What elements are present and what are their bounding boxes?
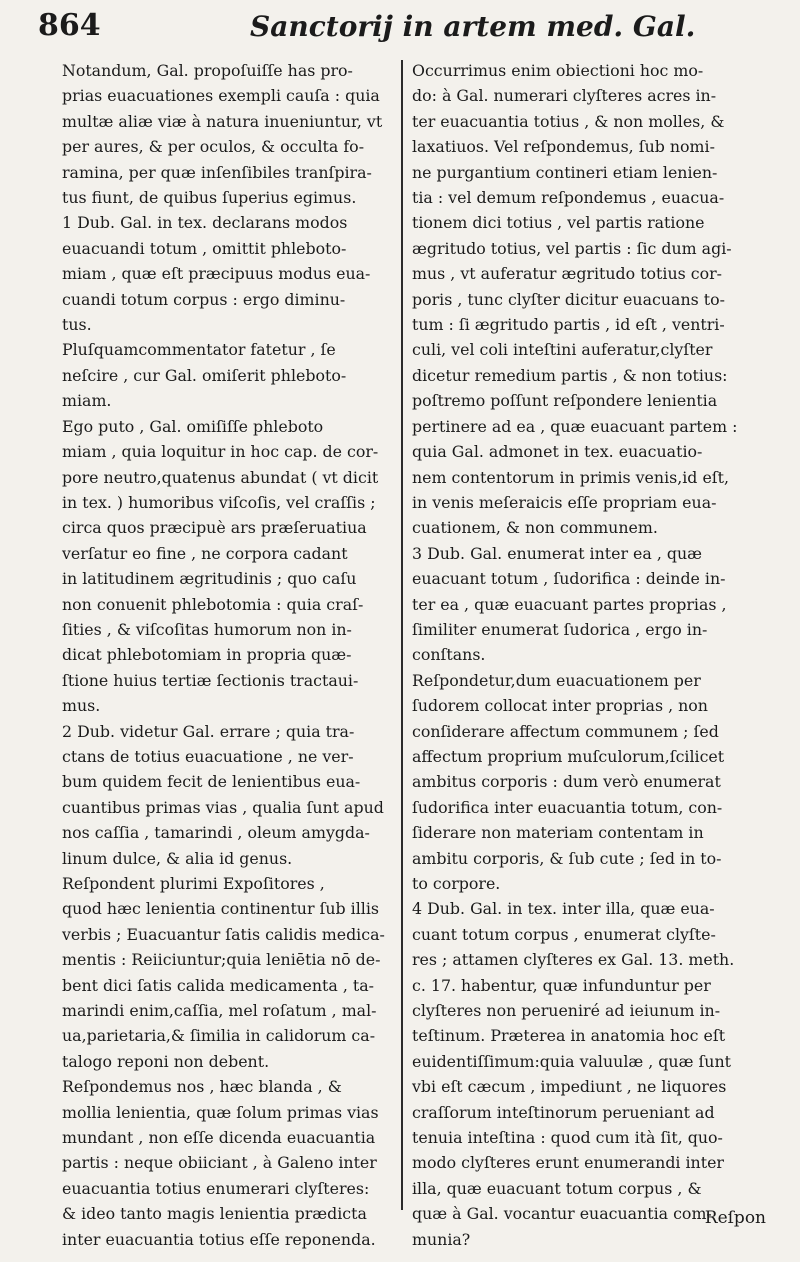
text-line: euidentiſſimum:quia valuulæ , quæ ſunt: [412, 1051, 731, 1071]
text-line: culi, vel coli inteſtini auferatur,clyſter: [412, 340, 713, 360]
page-number: 864: [38, 8, 101, 43]
text-line: mentis : Reiiciuntur;quia leniētia nō de-: [62, 950, 381, 970]
text-line: clyſteres non perueniré ad ieiunum in-: [412, 1001, 721, 1021]
text-line: verbis ; Euacuantur ſatis calidis medica-: [62, 924, 385, 944]
text-line: talogo reponi non debent.: [62, 1051, 270, 1071]
text-line: ſudorifica inter euacuantia totum, con-: [412, 797, 723, 817]
text-line: nem contentorum in primis venis,id eſt,: [412, 467, 730, 487]
text-line: ter ea , quæ euacuant partes proprias ,: [412, 594, 727, 614]
column-divider: [401, 60, 403, 1210]
text-line: ægritudo totius, vel partis : ſic dum agi-: [412, 238, 732, 258]
text-line: inter euacuantia totius eſſe reponenda.: [62, 1229, 376, 1249]
text-line: ſiderare non materiam contentam in: [412, 823, 704, 843]
text-line: verſatur eo fine , ne corpora cadant: [62, 543, 348, 563]
running-title: Sanctorij in artem med. Gal.: [250, 10, 696, 43]
text-line: in venis meſeraicis eſſe propriam eua-: [412, 492, 717, 512]
text-line: vbi eſt cæcum , impediunt , ne liquores: [412, 1077, 727, 1097]
text-line: ter euacuantia totius , & non molles, &: [412, 111, 725, 131]
text-line: bum quidem fecit de lenientibus eua-: [62, 772, 361, 792]
text-line: Occurrimus enim obiectioni hoc mo-: [412, 61, 704, 80]
text-line: tum : ſi ægritudo partis , id eſt , ventri-: [412, 315, 725, 335]
text-line: pore neutro,quatenus abundat ( vt dicit: [62, 467, 379, 487]
text-line: miam.: [62, 391, 112, 411]
text-line: tia : vel demum reſpondemus , euacua-: [412, 188, 725, 208]
text-line: quia Gal. admonet in tex. euacuatio-: [412, 442, 703, 462]
text-line: poſtremo poſſunt reſpondere lenientia: [412, 391, 718, 411]
text-line: miam , quæ eſt præcipuus modus eua-: [62, 264, 371, 284]
text-line: ua,parietaria,& ſimilia in calidorum ca-: [62, 1026, 376, 1046]
text-line: in tex. ) humoribus viſcoſis, vel craſſis ;: [62, 492, 376, 512]
text-line: mundant , non eſſe dicenda euacuantia: [62, 1128, 376, 1148]
text-line: ſudorem collocat inter proprias , non: [412, 696, 708, 716]
text-line: Ego puto , Gal. omiſiſſe phleboto: [62, 416, 324, 436]
text-line: prias euacuationes exempli cauſa : quia: [62, 86, 380, 106]
text-line: conſtans.: [412, 645, 486, 665]
text-line: circa quos præcipuè ars præſeruatiua: [62, 518, 367, 538]
text-line: miam , quia loquitur in hoc cap. de cor-: [62, 442, 379, 462]
text-line: do: à Gal. numerari clyſteres acres in-: [412, 86, 717, 106]
text-line: res ; attamen clyſteres ex Gal. 13. meth.: [412, 950, 735, 970]
text-line: quæ à Gal. vocantur euacuantia com-: [412, 1204, 712, 1224]
text-line: teſtinum. Præterea in anatomia hoc eſt: [412, 1026, 726, 1046]
text-line: cuandi totum corpus : ergo diminu-: [62, 289, 346, 309]
text-line: ſities , & viſcoſitas humorum non in-: [62, 619, 352, 639]
text-line: affectum proprium muſculorum,ſcilicet: [412, 746, 725, 766]
text-line: non conuenit phlebotomia : quia craſ-: [62, 594, 364, 614]
text-line: quod hæc lenientia continentur ſub illis: [62, 899, 380, 919]
text-line: bent dici ſatis calida medicamenta , ta-: [62, 975, 374, 995]
text-line: Reſpondent plurimi Expoſitores ,: [62, 874, 325, 893]
text-line: pertinere ad ea , quæ euacuant partem :: [412, 416, 738, 436]
text-line: cuant totum corpus , enumerat clyſte-: [412, 924, 716, 944]
text-line: ctans de totius euacuatione , ne ver-: [62, 746, 354, 766]
text-line: dicetur remedium partis , & non totius:: [412, 365, 728, 385]
text-line: to corpore.: [412, 874, 501, 893]
text-line: euacuant totum , ſudorifica : deinde in-: [412, 569, 726, 589]
text-line: ſtione huius tertiæ ſectionis tractaui-: [62, 670, 359, 690]
running-head: [30, 8, 770, 52]
text-line: cuantibus primas vias , qualia ſunt apud: [62, 797, 384, 817]
text-line: Reſpondetur,dum euacuationem per: [412, 670, 701, 690]
text-line: euacuandi totum , omittit phleboto-: [62, 238, 347, 258]
text-line: & ideo tanto magis lenientia prædicta: [62, 1204, 367, 1224]
text-line: partis : neque obiiciant , à Galeno inter: [62, 1153, 377, 1173]
text-line: tenuia inteſtina : quod cum ità ſit, quo-: [412, 1128, 723, 1148]
text-line: nos caſſia , tamarindi , oleum amygda-: [62, 823, 370, 843]
text-line: craſſorum inteſtinorum perueniant ad: [412, 1102, 715, 1122]
text-line: modo clyſteres erunt enumerandi inter: [412, 1153, 724, 1173]
text-line: tus.: [62, 315, 92, 335]
text-line: cuationem, & non communem.: [412, 518, 658, 538]
text-line: euacuantia totius enumerari clyſteres:: [62, 1178, 370, 1198]
text-line: mollia lenientia, quæ ſolum primas vias: [62, 1102, 379, 1122]
text-line: ambitus corporis : dum verò enumerat: [412, 772, 721, 792]
catchword: Reſpon: [704, 1208, 766, 1228]
text-line: ne purgantium contineri etiam lenien-: [412, 162, 718, 182]
text-line: poris , tunc clyſter dicitur euacuans to-: [412, 289, 725, 309]
text-line: 2 Dub. videtur Gal. errare ; quia tra-: [62, 721, 355, 741]
text-line: ſimiliter enumerat ſudorica , ergo in-: [412, 619, 708, 639]
text-line: ambitu corporis, & ſub cute ; ſed in to-: [412, 848, 722, 868]
text-line: marindi enim,caſſia, mel roſatum , mal-: [62, 1001, 377, 1021]
text-line: linum dulce, & alia id genus.: [62, 848, 293, 868]
text-line: in latitudinem ægritudinis ; quo caſu: [62, 569, 357, 589]
text-line: 4 Dub. Gal. in tex. inter illa, quæ eua-: [412, 899, 715, 919]
left-column: [62, 58, 407, 1252]
text-line: illa, quæ euacuant totum corpus , &: [412, 1178, 702, 1198]
text-line: tionem dici totius , vel partis ratione: [412, 213, 705, 233]
text-line: Notandum, Gal. propoſuiſſe has pro-: [62, 61, 353, 80]
text-line: mus , vt auferatur ægritudo totius cor-: [412, 264, 723, 284]
text-line: tus fiunt, de quibus ſuperius egimus.: [62, 188, 357, 208]
text-line: ramina, per quæ inſenſibiles tranſpira-: [62, 162, 372, 182]
text-line: laxatiuos. Vel reſpondemus, ſub nomi-: [412, 137, 715, 157]
text-line: c. 17. habentur, quæ infunduntur per: [412, 975, 711, 995]
text-line: conſiderare affectum communem ; ſed: [412, 721, 719, 741]
text-line: multæ aliæ viæ à natura inueniuntur, vt: [62, 111, 383, 131]
text-line: per aures, & per oculos, & occulta fo-: [62, 137, 365, 157]
text-line: Reſpondemus nos , hæc blanda , &: [62, 1077, 342, 1097]
text-line: mus.: [62, 696, 101, 716]
text-line: munia?: [412, 1229, 471, 1249]
text-line: 3 Dub. Gal. enumerat inter ea , quæ: [412, 543, 703, 563]
text-line: neſcire , cur Gal. omiſerit phleboto-: [62, 365, 347, 385]
text-line: dicat phlebotomiam in propria quæ-: [62, 645, 352, 665]
text-line: Pluſquamcommentator fatetur , ſe: [62, 340, 336, 360]
text-line: 1 Dub. Gal. in tex. declarans modos: [62, 213, 348, 233]
right-column: [412, 58, 757, 1252]
